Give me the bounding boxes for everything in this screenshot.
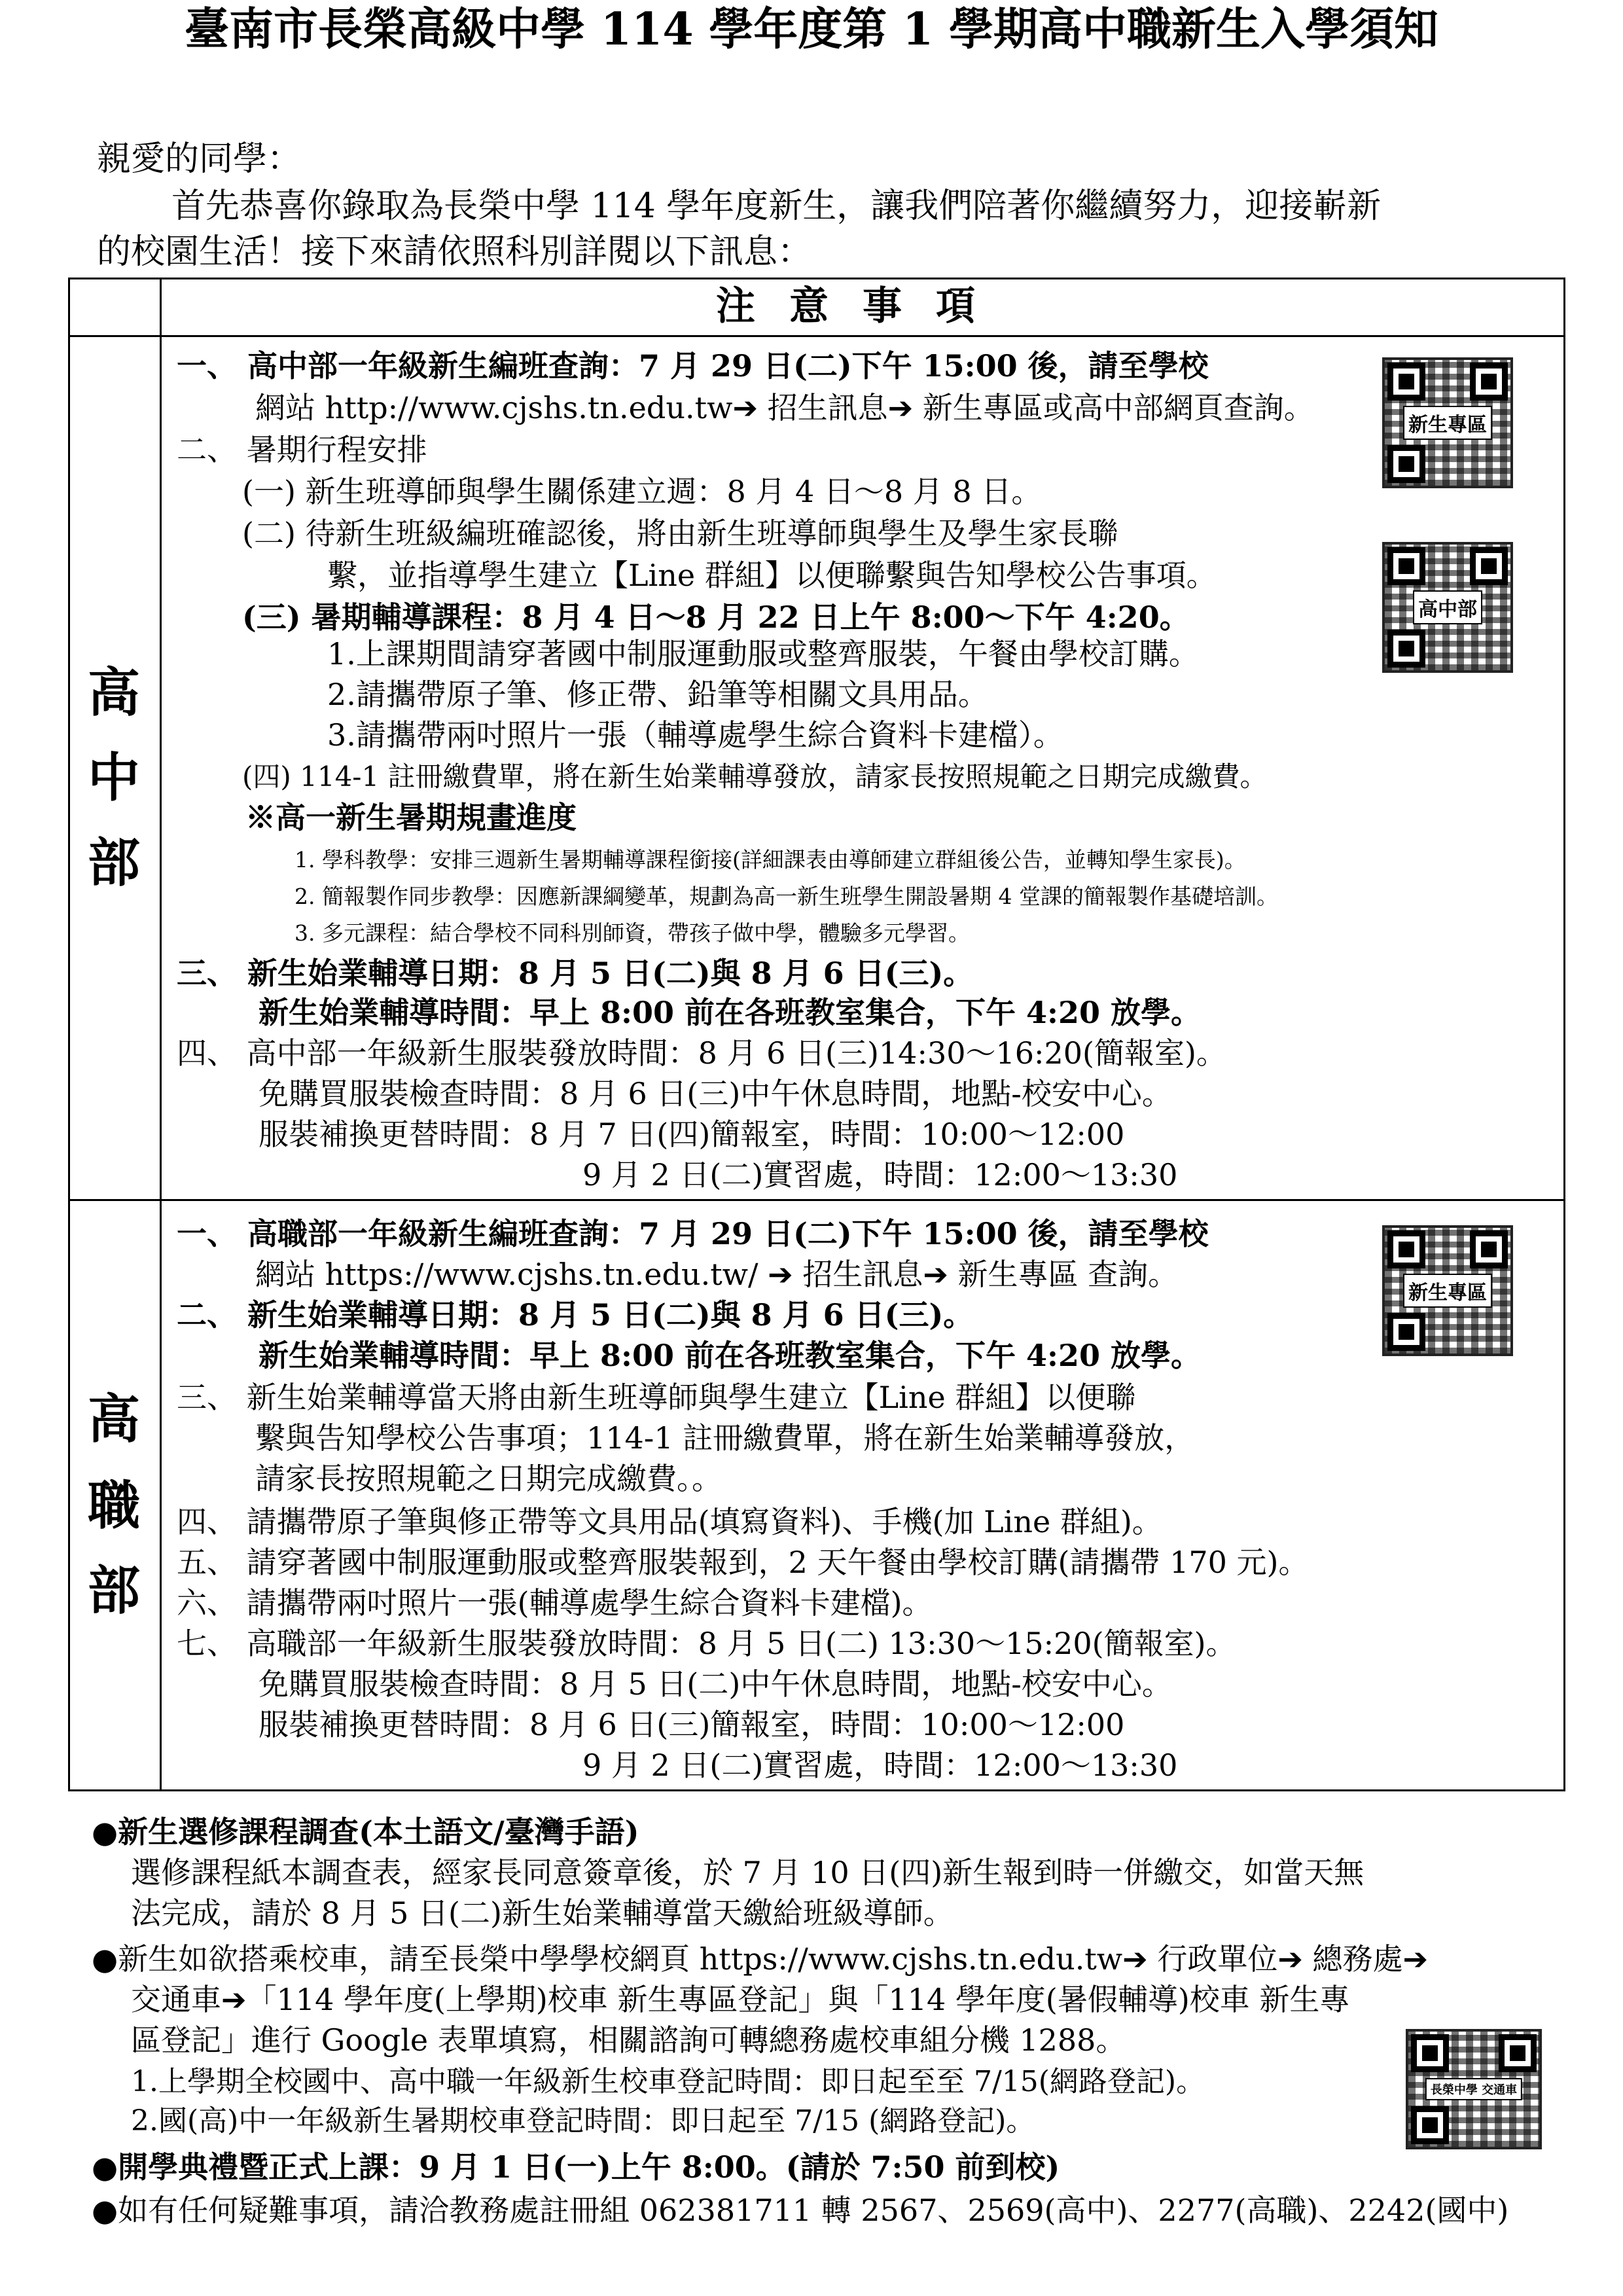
vocational-item-7: 七、 高職部一年級新生服裝發放時間：8 月 5 日(二) 13:30～15:20(簡報室)。 <box>177 1626 1236 1661</box>
vocational-item-1: 一、 高職部一年級新生編班查詢：7 月 29 日(二)下午 15:00 後，請至學校 <box>177 1216 1209 1251</box>
senior-high-item-2-3-1: 1.上課期間請穿著國中制服運動服或整齊服裝，午餐由學校訂購。 <box>327 636 1199 672</box>
qr-code-new-student[interactable] <box>1382 357 1513 488</box>
senior-high-item-2-3-2: 2.請攜帶原子筆、修正帶、鉛筆等相關文具用品。 <box>327 677 988 712</box>
intro-line-2: 的校園生活！接下來請依照科別詳閱以下訊息： <box>97 232 812 272</box>
vocational-label-2: 職 <box>88 1475 140 1536</box>
senior-high-item-2-3-3: 3.請攜帶兩吋照片一張（輔導處學生綜合資料卡建檔）。 <box>327 717 1063 753</box>
senior-high-plan-3: 3. 多元課程：結合學校不同科別師資，帶孩子做中學，體驗多元學習。 <box>294 920 970 946</box>
senior-high-item-1: 一、 高中部一年級新生編班查詢：7 月 29 日(二)下午 15:00 後，請至學校 <box>177 348 1209 384</box>
school-bus-line-2: 區登記」進行 Google 表單填寫，相關諮詢可轉總務處校車組分機 1288。 <box>131 2022 1126 2058</box>
senior-high-plan-heading: ※高一新生暑期規畫進度 <box>245 800 577 835</box>
senior-high-item-2: 二、 暑期行程安排 <box>177 432 427 467</box>
senior-high-item-2-2-cont: 繫，並指導學生建立【Line 群組】以便聯繫與告知學校公告事項。 <box>327 558 1217 593</box>
vocational-item-7-exchange: 服裝補換更替時間：8 月 6 日(三)簡報室，時間：10:00～12:00 <box>259 1707 1125 1742</box>
elective-survey-line-1: 選修課程紙本調查表，經家長同意簽章後，於 7 月 10 日(四)新生報到時一併繳交，如當天無 <box>131 1855 1364 1890</box>
senior-high-label-3: 部 <box>88 832 140 893</box>
intro-line-1: 首先恭喜你錄取為長榮中學 114 學年度新生，讓我們陪著你繼續努力，迎接嶄新 <box>171 187 1382 226</box>
qr-label: 新生專區 <box>1403 1274 1492 1308</box>
vocational-item-5: 五、 請穿著國中制服運動服或整齊服裝報到，2 天午餐由學校訂購(請攜帶 170 元)。 <box>177 1545 1309 1580</box>
senior-high-plan-1: 1. 學科教學：安排三週新生暑期輔導課程銜接(詳細課表由導師建立群組後公告，並轉知學生家長)。 <box>294 847 1246 872</box>
senior-high-label-1: 高 <box>88 662 140 723</box>
vocational-item-7-exempt: 免購買服裝檢查時間：8 月 5 日(二)中午休息時間，地點-校安中心。 <box>259 1666 1172 1702</box>
senior-high-label-2: 中 <box>88 747 140 808</box>
school-bus-line-1: 交通車➔「114 學年度(上學期)校車 新生專區登記」與「114 學年度(暑假輔導)校車 新生專 <box>131 1982 1350 2017</box>
vocational-item-2-cont: 新生始業輔導時間：早上 8:00 前在各班教室集合，下午 4:20 放學。 <box>259 1338 1202 1373</box>
senior-high-item-2-4: (四) 114-1 註冊繳費單，將在新生始業輔導發放，請家長按照規範之日期完成繳費。 <box>242 761 1268 793</box>
greeting: 親愛的同學： <box>97 139 302 179</box>
vocational-item-6: 六、 請攜帶兩吋照片一張(輔導處學生綜合資料卡建檔)。 <box>177 1585 933 1621</box>
qr-code-school-bus[interactable] <box>1406 2029 1542 2149</box>
vocational-item-2: 二、 新生始業輔導日期：8 月 5 日(二)與 8 月 6 日(三)。 <box>177 1297 974 1333</box>
vocational-label-1: 高 <box>88 1388 140 1450</box>
vocational-item-3: 三、 新生始業輔導當天將由新生班導師與學生建立【Line 群組】以便聯 <box>177 1380 1136 1415</box>
qr-label: 長榮中學 交通車 <box>1425 2078 1522 2100</box>
vocational-item-4: 四、 請攜帶原子筆與修正帶等文具用品(填寫資料)、手機(加 Line 群組)。 <box>177 1504 1162 1539</box>
senior-high-item-3-cont: 新生始業輔導時間：早上 8:00 前在各班教室集合，下午 4:20 放學。 <box>259 995 1202 1030</box>
senior-high-item-4-exempt: 免購買服裝檢查時間：8 月 6 日(三)中午休息時間，地點-校安中心。 <box>259 1076 1172 1111</box>
opening-ceremony: ●開學典禮暨正式上課：9 月 1 日(一)上午 8:00。(請於 7:50 前到校) <box>92 2149 1060 2185</box>
senior-high-item-3: 三、 新生始業輔導日期：8 月 5 日(二)與 8 月 6 日(三)。 <box>177 956 974 991</box>
table-header: 注意事項 <box>716 283 1009 329</box>
school-bus-line-4: 2.國(高)中一年級新生暑期校車登記時間：即日起至 7/15 (網路登記)。 <box>131 2104 1035 2138</box>
vocational-item-1-cont: 網站 https://www.cjshs.tn.edu.tw/ ➔ 招生訊息➔ 新生專區 查詢。 <box>255 1257 1179 1292</box>
vocational-item-7-exchange-2: 9 月 2 日(二)實習處，時間：12:00～13:30 <box>582 1748 1178 1783</box>
vocational-label-3: 部 <box>88 1560 140 1621</box>
qr-code-vocational[interactable] <box>1382 1225 1513 1356</box>
senior-high-item-4-exchange-2: 9 月 2 日(二)實習處，時間：12:00～13:30 <box>582 1157 1178 1193</box>
school-bus-heading: ●新生如欲搭乘校車，請至長榮中學學校網頁 https://www.cjshs.tn.edu.tw➔ 行政單位➔ 總務處➔ <box>92 1941 1429 1977</box>
senior-high-item-4-exchange: 服裝補換更替時間：8 月 7 日(四)簡報室，時間：10:00～12:00 <box>259 1117 1125 1152</box>
qr-label: 新生專區 <box>1403 406 1492 440</box>
vocational-item-3-cont-2: 請家長按照規範之日期完成繳費。。 <box>255 1461 722 1496</box>
elective-survey-heading: ●新生選修課程調查(本土語文/臺灣手語) <box>92 1814 639 1850</box>
qr-code-senior-high[interactable] <box>1382 542 1513 673</box>
senior-high-item-2-3: (三) 暑期輔導課程：8 月 4 日～8 月 22 日上午 8:00～下午 4:20。 <box>242 600 1190 635</box>
vocational-item-3-cont-1: 繫與告知學校公告事項；114-1 註冊繳費單，將在新生始業輔導發放， <box>255 1420 1195 1456</box>
school-bus-line-3: 1.上學期全校國中、高中職一年級新生校車登記時間：即日起至至 7/15(網路登記)。 <box>131 2065 1205 2098</box>
senior-high-plan-2: 2. 簡報製作同步教學：因應新課綱變革，規劃為高一新生班學生開設暑期 4 堂課的簡報製作基礎培訓。 <box>294 884 1278 909</box>
page-title: 臺南市長榮高級中學 114 學年度第 1 學期高中職新生入學須知 <box>185 3 1438 56</box>
senior-high-item-4: 四、 高中部一年級新生服裝發放時間：8 月 6 日(三)14:30～16:20(簡報室)。 <box>177 1035 1226 1071</box>
senior-high-item-1-cont: 網站 http://www.cjshs.tn.edu.tw➔ 招生訊息➔ 新生專區或高中部網頁查詢。 <box>255 390 1314 425</box>
senior-high-item-2-1: (一) 新生班導師與學生關係建立週：8 月 4 日～8 月 8 日。 <box>242 474 1042 509</box>
senior-high-item-2-2: (二) 待新生班級編班確認後，將由新生班導師與學生及學生家長聯 <box>242 516 1118 551</box>
elective-survey-line-2: 法完成，請於 8 月 5 日(二)新生始業輔導當天繳給班級導師。 <box>131 1895 954 1931</box>
contact-info: ●如有任何疑難事項，請洽教務處註冊組 062381711 轉 2567、2569(高中)、2277(高職)、2242(國中) <box>92 2193 1509 2228</box>
qr-label: 高中部 <box>1413 590 1482 624</box>
